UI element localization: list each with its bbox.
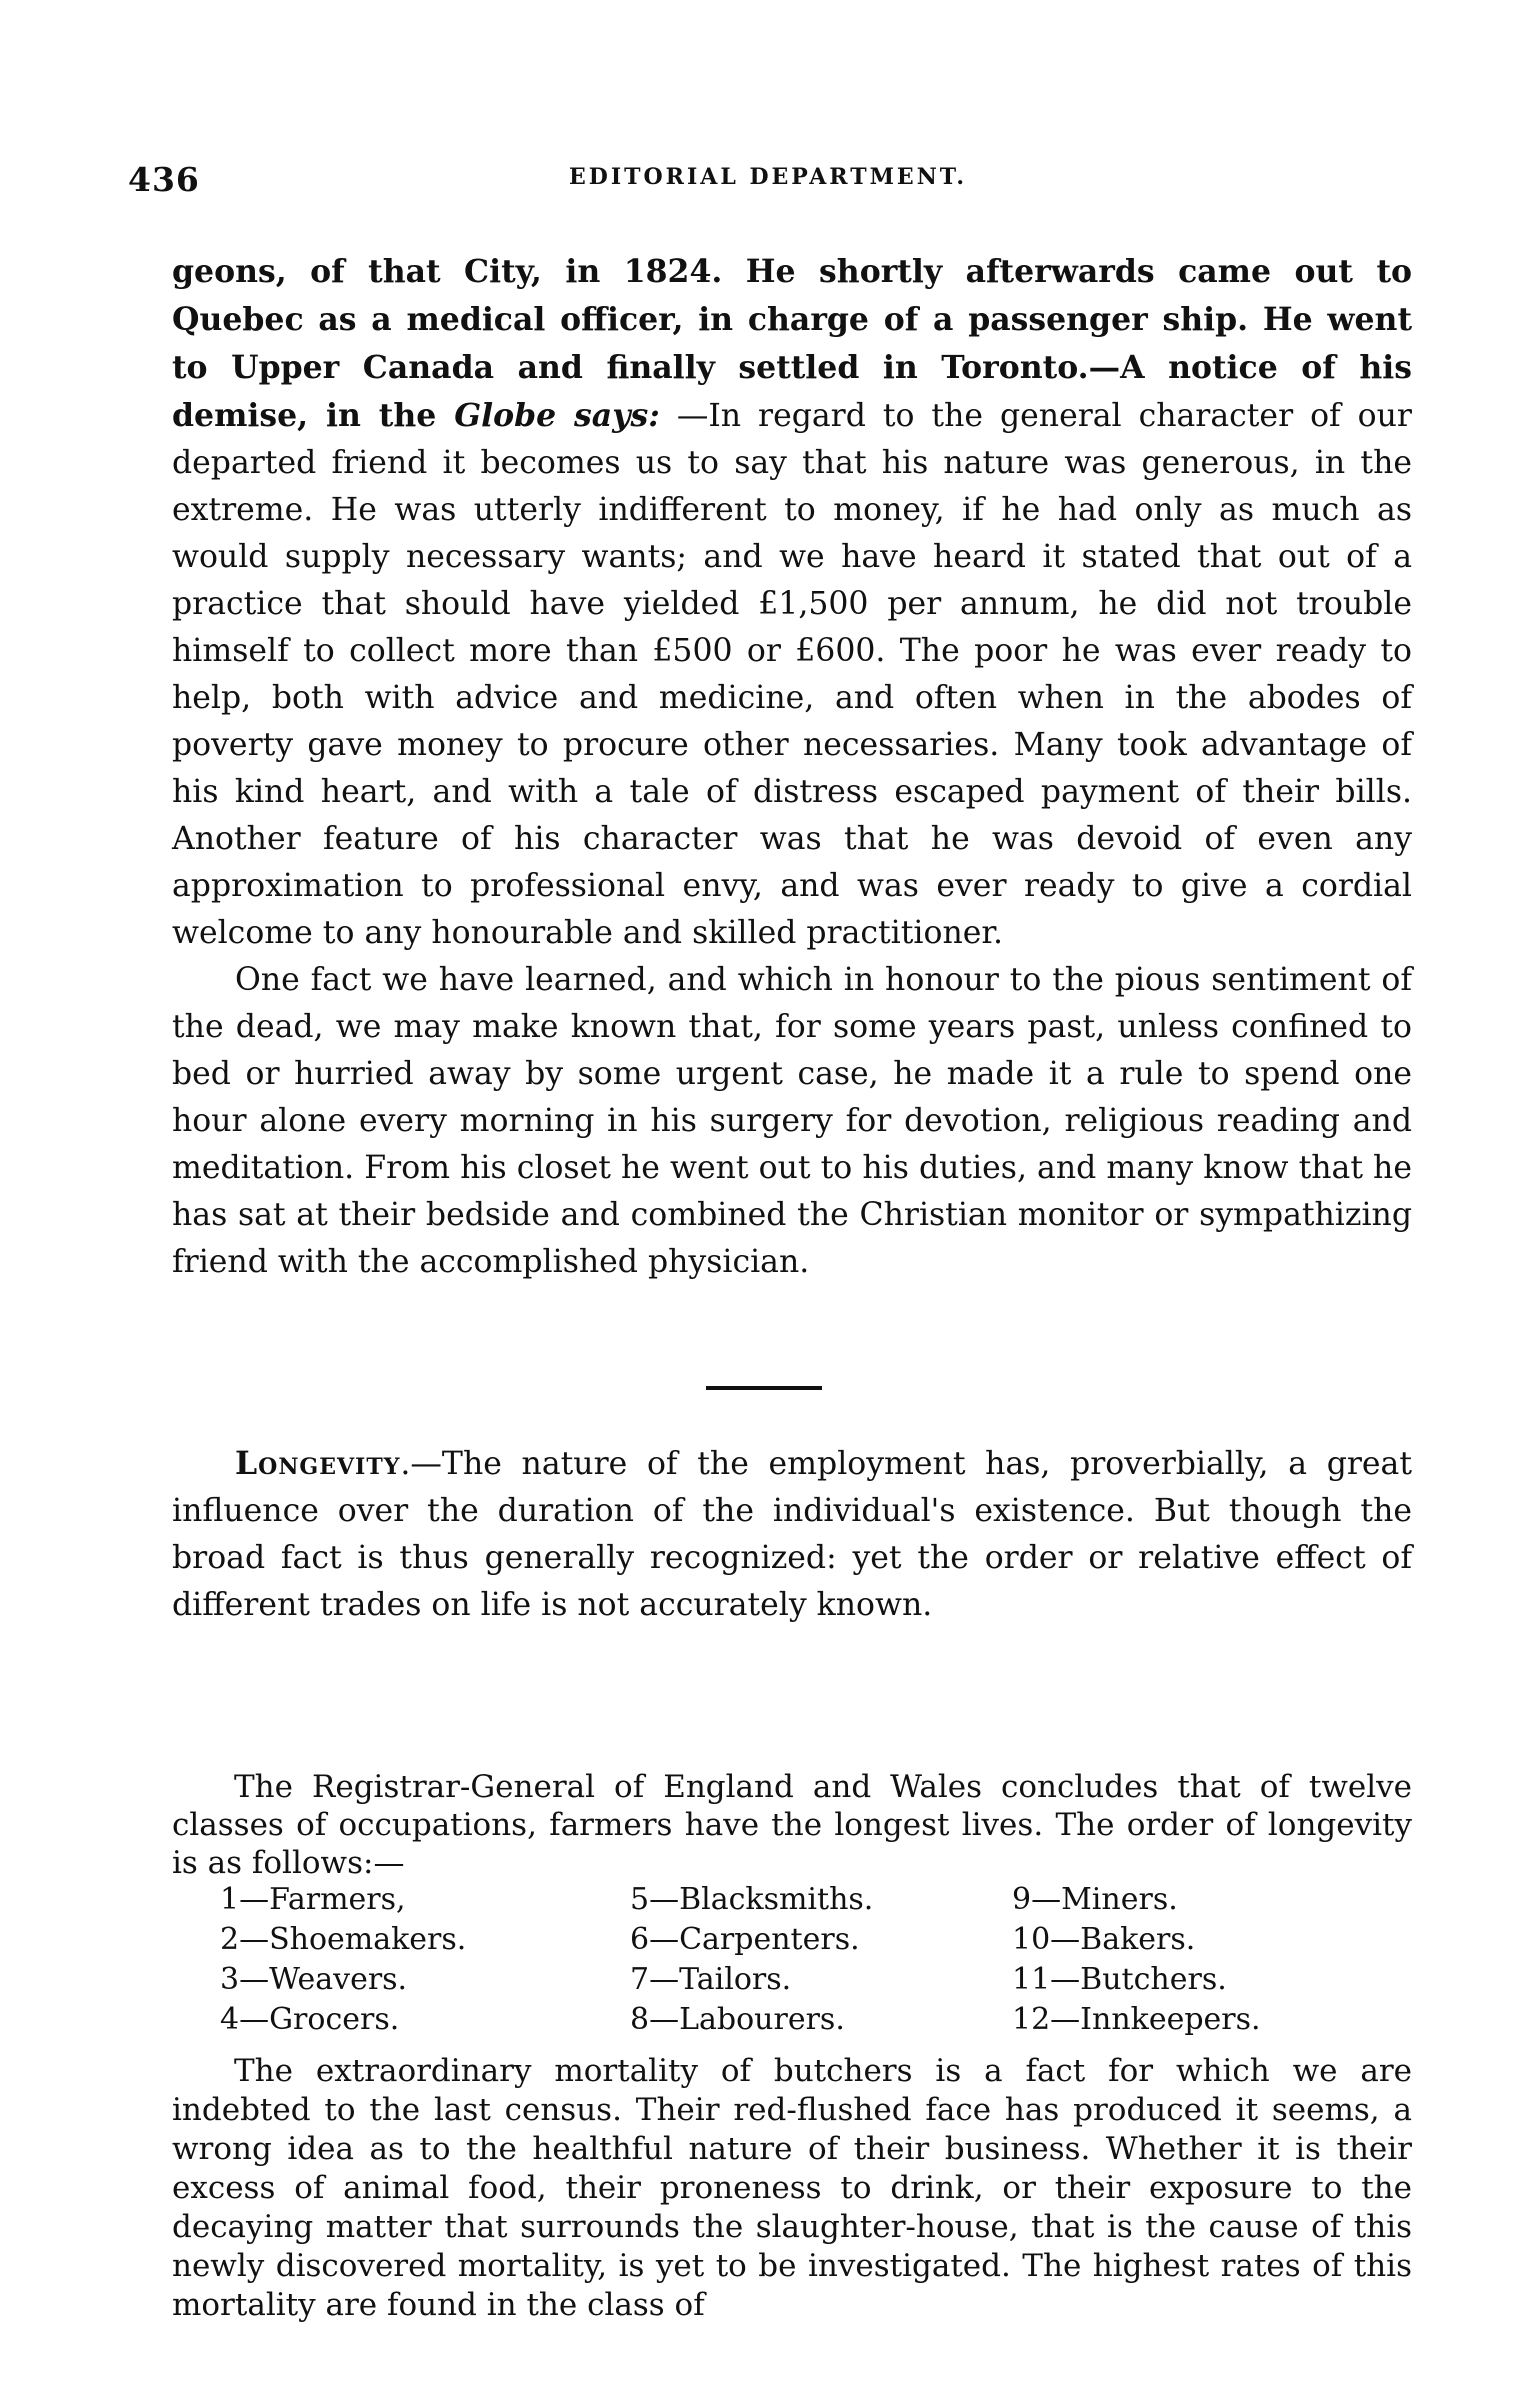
list-item: 9—Miners. bbox=[1012, 1882, 1178, 1917]
occupation-column-1 bbox=[220, 1880, 466, 2040]
list-item: 8—Labourers. bbox=[630, 2002, 845, 2037]
longevity-paragraph-3: The extraordinary mortality of butchers is a fact for which we are indebted to the last census. Their red-flushed face has produced it seems, a wrong idea as to the healthful nature of their business. Whether it is their excess of animal food, their proneness to drink, or their exposure to the decaying matter that surrounds the slaughter-house, that is the cause of this newly discovered mortality, is yet to be investigated. The highest rates of this mortality are found in the class of bbox=[172, 2053, 1412, 2323]
page-header-title: EDITORIAL DEPARTMENT. bbox=[569, 164, 967, 190]
list-item: 12—Innkeepers. bbox=[1012, 2002, 1261, 2037]
list-item: 4—Grocers. bbox=[220, 2002, 400, 2037]
list-item: 10—Bakers. bbox=[1012, 1922, 1196, 1957]
occupation-list bbox=[172, 1880, 1412, 2040]
butchers-paragraph bbox=[172, 2052, 1412, 2325]
list-item: 3—Weavers. bbox=[220, 1962, 408, 1997]
list-item: 6—Carpenters. bbox=[630, 1922, 860, 1957]
obituary-intro-text: geons, of that City, in 1824. He shortly afterwards came out to Quebec as a medical officer, in charge of a passenger ship. He went to Upper Canada and finally settled in Toronto.—A notice of his demise, in the bbox=[172, 253, 1412, 434]
page-number: 436 bbox=[128, 160, 200, 199]
longevity-paragraph-1 bbox=[172, 1440, 1412, 1629]
list-item: 11—Butchers. bbox=[1012, 1962, 1227, 1997]
obituary-paragraph-2: One fact we have learned, and which in honour to the pious sentiment of the dead, we may make known that, for some years past, unless confined to bed or hurried away by some urgent case, he made it a rule to spend one hour alone every morning in his surgery for devotion, religious reading and meditation. From his closet he went out to his duties, and many know that he has sat at their bedside and combined the Christian monitor or sympathizing friend with the accomplished physician. bbox=[172, 962, 1412, 1280]
longevity-heading: Longevity bbox=[235, 1445, 401, 1482]
occupation-column-3 bbox=[1012, 1880, 1261, 2040]
longevity-section bbox=[172, 1440, 1412, 1629]
longevity-paragraph-2: The Registrar-General of England and Wales concludes that of twelve classes of occupations, farmers have the longest lives. The order of longevity is as follows:— bbox=[172, 1769, 1412, 1881]
order-paragraph bbox=[172, 1768, 1412, 1882]
list-item: 1—Farmers, bbox=[220, 1882, 406, 1917]
list-item: 7—Tailors. bbox=[630, 1962, 792, 1997]
running-head bbox=[128, 160, 1408, 200]
list-item: 5—Blacksmiths. bbox=[630, 1882, 874, 1917]
occupation-column-2 bbox=[630, 1880, 873, 2040]
obituary-quote-text: —In regard to the general character of our departed friend it becomes us to say that his nature was generous, in the extreme. He was utterly indifferent to money, if he had only as much as would supply necessary wants; and we have heard it stated that out of a practice that should have yielded £1,500 per annum, he did not trouble himself to collect more than £500 or £600. The poor he was ever ready to help, both with advice and medicine, and often when in the abodes of poverty gave money to procure other necessaries. Many took advantage of his kind heart, and with a tale of distress escaped payment of their bills. Another feature of his character was that he was devoid of even any approximation to professional envy, and was ever ready to give a cordial welcome to any honourable and skilled practitioner. bbox=[172, 398, 1412, 951]
section-divider bbox=[706, 1386, 822, 1390]
obituary-section bbox=[172, 248, 1412, 1286]
globe-says-text: Globe says: bbox=[454, 397, 660, 434]
list-item: 2—Shoemakers. bbox=[220, 1922, 467, 1957]
obituary-paragraph-1 bbox=[172, 248, 1412, 957]
longevity-intro-text: .—The nature of the employment has, proverbially, a great influence over the duration of the individual's existence. But though the broad fact is thus generally recognized: yet the order or relative effect of different trades on life is not accurately known. bbox=[172, 1446, 1412, 1623]
